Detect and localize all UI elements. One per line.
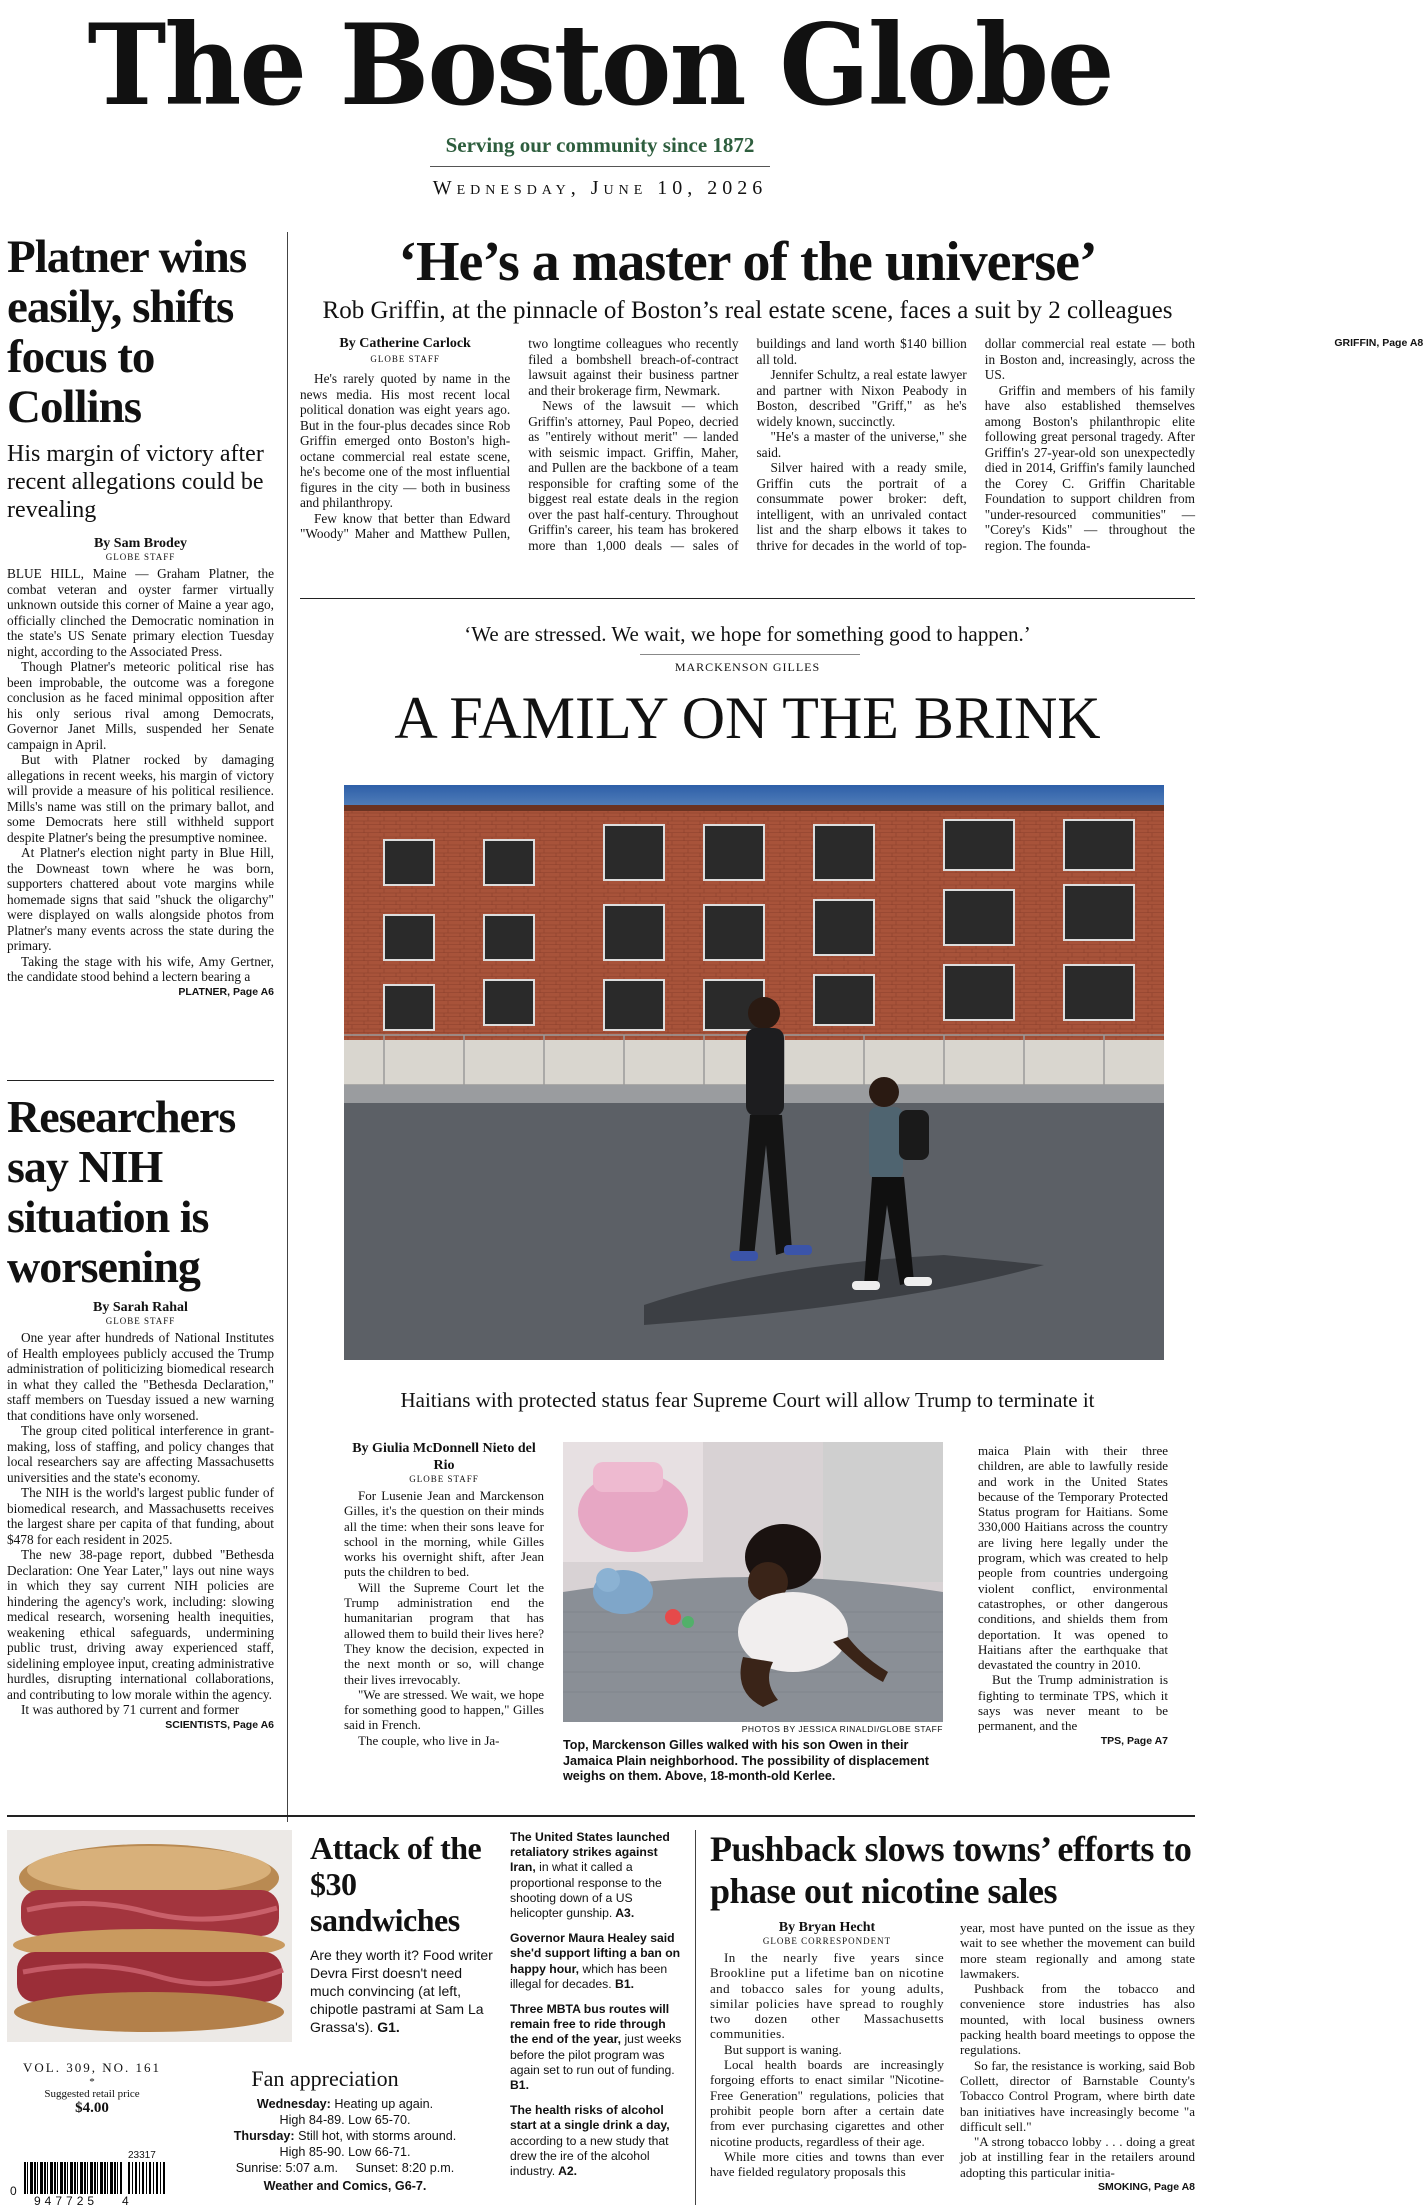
nih-headline[interactable]: Researchers say NIH situation is worsening [7, 1091, 236, 1292]
paragraph: Local health boards are increasingly forgoing efforts to enact similar "Nicotine-Free Generation" regulations, policies that prohibit people born after a certain date from ever purchasing cigarettes and other nicotine products, regardless of their age. [710, 2057, 944, 2149]
weather-box [190, 2066, 500, 2194]
sandwich-photo[interactable] [7, 1830, 292, 2042]
masthead [0, 0, 1200, 215]
family-main-photo[interactable] [344, 785, 1164, 1360]
edition-star: * [89, 2076, 95, 2088]
barcode-digits: 947725 [34, 2194, 99, 2208]
paragraph: Silver haired with a ready smile, Griffin cuts the portrait of a consummate power broker: deft, intelligent, with an unrivaled contact list and the sharp elbows it takes to thrive for decades in the world of top-dollar commercial real estate — both in Boston and, increasingly, across the US. [756, 336, 1195, 553]
child-on-rug-scene [563, 1442, 943, 1722]
paragraph: The group cited political interference in grant-making, loss of staffing, and policy changes that local researchers say are affecting Massachusetts universities and the state's economy. [7, 1423, 274, 1485]
weather-line: Sunrise: 5:07 a.m. Sunset: 8:20 p.m. [235, 2161, 455, 2175]
paragraph: At Platner's election night party in Blue Hill, the Downeast town where he was born, supporters chattered about vote margins while homemade signs that said "shuck the oligarchy" were displayed on walls alongside photos from Platner's many events across the state during the primary. [7, 845, 274, 953]
paragraph: "A strong tobacco lobby . . . doing a great job at instilling fear in the retailers around adopting this particular initia- [960, 2134, 1195, 2180]
nicotine-byline: By Bryan Hecht [778, 1920, 876, 1935]
paragraph: But the Trump administration is fighting to terminate TPS, which it says was never meant to be permanent, and the [978, 1672, 1168, 1734]
paragraph: BLUE HILL, Maine — Graham Platner, the combat veteran and oyster farmer virtually unknown outside this corner of Maine a year ago, officially clinched the Democratic nomination in the state's US Senate primary election Tuesday night, according to the Associated Press. [7, 566, 274, 659]
family-col-1 [344, 1440, 544, 1748]
paragraph: In the nearly five years since Brookline put a lifetime ban on nicotine and tobacco sales for young adults, similar policies have spread to roughly two dozen other Massachusetts communities. [710, 1950, 944, 2042]
family-child-photo[interactable] [563, 1442, 943, 1722]
price-label: Suggested retail price [44, 2088, 140, 2100]
paragraph: Taking the stage with his wife, Amy Gertner, the candidate stood behind a lectern bearing a [7, 953, 274, 984]
family-headline[interactable]: A FAMILY ON THE BRINK [394, 685, 1101, 751]
sandwich-headline[interactable]: Attack of the $30 sandwiches [310, 1830, 482, 1938]
photo-credit: PHOTOS BY JESSICA RINALDI/GLOBE STAFF [741, 1724, 943, 1734]
volume-number: VOL. 309, NO. 161 [23, 2060, 161, 2075]
nicotine-staff: GLOBE CORRESPONDENT [762, 1936, 892, 1946]
weather-title: Fan appreciation [251, 2066, 399, 2091]
platner-story [7, 232, 274, 998]
price: $4.00 [75, 2100, 109, 2116]
family-deck: Haitians with protected status fear Supreme Court will allow Trump to terminate it [400, 1388, 1095, 1412]
nih-jump-link[interactable]: SCIENTISTS, Page A6 [165, 1718, 274, 1731]
barcode-bars [24, 2162, 122, 2194]
weather-line: High 84-89. Low 65-70. [279, 2113, 411, 2127]
paragraph: maica Plain with their three children, are able to lawfully reside and work in the United States because of the Temporary Protected Status program for Haitians. Some 330,000 Haitians across the country are living here legally under the program, which was created to help people from countries undergoing violent conflict, environmental catastrophes, or other dangerous conditions, and shields them from deportation. It was opened to Haitians after the earthquake that devastated the country in 2010. [978, 1443, 1168, 1673]
weather-line: High 85-90. Low 66-71. [279, 2145, 411, 2159]
street-scene [344, 785, 1164, 1360]
nih-story [7, 1092, 274, 1731]
platner-jump-link[interactable]: PLATNER, Page A6 [178, 985, 274, 998]
paragraph: It was authored by 71 current and former [21, 1702, 240, 1717]
paragraph: Few know that better than Edward "Woody" Maher and Matthew Pullen, two longtime colleagues who recently filed a bombshell breach-of-contract lawsuit against their business partner and their brokerage firm, Newmark. [300, 336, 739, 541]
griffin-columns [300, 336, 1423, 554]
edition-info [7, 2060, 177, 2117]
griffin-story [300, 231, 1423, 554]
nih-staff: GLOBE STAFF [105, 1316, 176, 1326]
paragraph: "He's a master of the universe," she said. [756, 429, 967, 460]
barcode-top-digits: 23317 [128, 2150, 156, 2161]
platner-staff: GLOBE STAFF [105, 552, 176, 562]
paragraph: "We are stressed. We wait, we hope for something good to happen," Gilles said in French. [344, 1686, 544, 1733]
masthead-tagline: Serving our community since 1872 [445, 133, 755, 157]
barcode-right-digit: 4 [122, 2194, 129, 2208]
family-quote: ‘We are stressed. We wait, we hope for something good to happen.’ [464, 622, 1031, 646]
sandwich-body-text: Are they worth it? Food writer Devra First doesn't need much convincing (at left, chipotle pastrami at Sam La Grassa's). [310, 1947, 493, 2035]
paragraph: One year after hundreds of National Institutes of Health employees publicly accused the Trump administration of politicizing biomedical research in what they called the "Bethesda Declaration," staff members on Tuesday issued a new warning that conditions have only worsened. [7, 1330, 274, 1423]
sandwich-body [310, 1946, 500, 2036]
griffin-staff: GLOBE STAFF [370, 353, 440, 364]
paragraph: The couple, who live in Ja- [358, 1732, 500, 1748]
barcode [10, 2150, 180, 2208]
family-quote-attribution: MARCKENSON GILLES [674, 660, 821, 674]
family-col-3 [978, 1443, 1168, 1747]
paragraph: The new 38-page report, dubbed "Bethesda Declaration: One Year Later," lays out nine ways in which they say current NIH policies are hindering the agency's work, including: slowing medical research, worsening health inequities, weakening ethical safeguards, undermining public trust, driving away experienced staff, sidelining employee input, creating administrative hurdles, disrupting international collaborations, and contributing to low morale within the agency. [7, 1547, 274, 1702]
paragraph: Though Platner's meteoric political rise has been improbable, the outcome was a foregone conclusion as he faced minimal opposition after his only serious rival among Democrats, Governor Janet Mills, suspended her Senate campaign in April. [7, 659, 274, 752]
platner-headline[interactable]: Platner wins easily, shifts focus to Collins [7, 231, 247, 433]
nih-body [7, 1330, 274, 1718]
platner-deck: His margin of victory after recent allegations could be revealing [7, 441, 264, 523]
sandwich-ref[interactable]: G1. [377, 2019, 400, 2035]
griffin-headline[interactable]: ‘He’s a master of the universe’ [398, 231, 1097, 293]
paragraph: For Lusenie Jean and Marckenson Gilles, it's the question on their minds all the time: when their sons leave for school in the morning, while Gilles works his overnight shift, after Jean puts the children to bed. [344, 1488, 544, 1580]
paragraph: Griffin and members of his family have also established themselves among Boston's philanthropic elite following great personal tragedy. After Griffin's 27-year-old son unexpectedly died in 2014, Griffin's family launched the Corey C. Griffin Charitable Foundation to support children from "under-resourced communities" — "Corey's Kids" — throughout the region. The founda- [984, 382, 1195, 553]
weather-footer[interactable]: Weather and Comics, G6-7. [263, 2179, 427, 2193]
barcode-bars-addon [128, 2162, 166, 2194]
griffin-byline: By Catherine Carlock [339, 336, 471, 351]
photo-caption: Top, Marckenson Gilles walked with his son Owen in their Jamaica Plain neighborhood. The possibility of displacement weighs on them. Above, 18-month-old Kerlee. [563, 1738, 929, 1783]
barcode-left-digit: 0 [10, 2184, 17, 2198]
paragraph: So far, the resistance is working, said Bob Collett, director of Barnstable County's Tobacco Control Program, where birth date ban initiatives have increasingly become "a difficult sell." [960, 2057, 1195, 2134]
griffin-deck: Rob Griffin, at the pinnacle of Boston’s real estate scene, faces a suit by 2 colleagues [322, 297, 1173, 324]
paragraph: News of the lawsuit — which Griffin's attorney, Paul Popeo, decried as "entirely without merit" — landed with seismic impact. Griffin, Maher, and Pullen are the backbone of a team responsible for crafting some of the biggest real estate deals in the region over the past half-century. Throughout Griffin's career, his team has brokered more than 1,000 deals — sales of buildings and land worth $140 billion all told. [528, 336, 967, 553]
paragraph: The NIH is the world's largest public funder of biomedical research, and Massachusetts receives the largest share per capita of that funding, about $478 for each resident in 2025. [7, 1485, 274, 1547]
family-staff: GLOBE STAFF [409, 1474, 479, 1484]
paragraph: Will the Supreme Court let the Trump administration end the humanitarian program that has allowed them to build their lives here? They know the decision, expected in the next month or so, will change their lives irrevocably. [344, 1579, 544, 1687]
masthead-title: The Boston Globe [87, 0, 1113, 131]
platner-byline: By Sam Brodey [93, 536, 188, 551]
nicotine-jump-link[interactable]: SMOKING, Page A8 [1097, 2181, 1195, 2194]
weather-line: Thursday: Still hot, with storms around. [233, 2129, 457, 2143]
masthead-date: Wednesday, June 10, 2026 [432, 177, 768, 199]
family-jump-link[interactable]: TPS, Page A7 [1100, 1734, 1168, 1747]
brief-item[interactable]: Governor Maura Healey said she'd support lifting a ban on happy hour, which has been illegal for decades. B1. [510, 1931, 681, 1991]
paragraph: But support is waning. [724, 2041, 842, 2057]
brief-item[interactable]: The health risks of alcohol start at a single drink a day, according to a new study that drew the ire of the alcohol industry. A2. [510, 2103, 670, 2179]
paragraph: Jennifer Schultz, a real estate lawyer and partner with Nixon Peabody in Boston, described "Griff," as he's widely known, succinctly. [756, 367, 967, 429]
nicotine-col-1 [710, 1920, 944, 2193]
paragraph: While more cities and towns than ever have fielded regulatory proposals this [710, 2148, 944, 2180]
sandwich-promo [310, 1830, 500, 2036]
nicotine-headline[interactable]: Pushback slows towns’ efforts to phase out nicotine sales [710, 1829, 1192, 1911]
brief-item[interactable]: The United States launched retaliatory strikes against Iran, in what it called a proportional response to the shooting down of a US helicopter gunship. A3. [510, 1830, 670, 1921]
news-briefs [510, 1830, 685, 2179]
paragraph: But with Platner rocked by damaging allegations in recent weeks, his margin of victory will provide a measure of his political resilience. Mills's name was still on the primary ballot, and some Democrats here still withheld support despite Platner's being the presumptive nominee. [7, 752, 274, 845]
nih-byline: By Sarah Rahal [93, 1300, 188, 1315]
family-byline: By Giulia McDonnell Nieto del Rio [352, 1441, 536, 1473]
paragraph: year, most have punted on the issue as they wait to see whether the movement can build more steam regionally and among state lawmakers. [960, 1920, 1195, 1981]
griffin-jump-link[interactable]: GRIFFIN, Page A8 [1334, 337, 1423, 349]
platner-body [7, 566, 274, 985]
paragraph: Pushback from the tobacco and convenience store industries has also mounted, with local business owners packing health board meetings to oppose the regulations. [960, 1981, 1195, 2058]
nicotine-col-2 [960, 1920, 1195, 2193]
pastrami-sandwich [7, 1830, 292, 2042]
paragraph: He's rarely quoted by name in the news media. His most recent local political donation was eight years ago. But in the four-plus decades since Rob Griffin emerged onto Boston's high-octane commercial real estate scene, he's become one of the most influential figures in the city — both in business and philanthropy. [300, 371, 511, 510]
nicotine-story [710, 1828, 1195, 2193]
weather-line: Wednesday: Heating up again. [256, 2097, 434, 2111]
brief-item[interactable]: Three MBTA bus routes will remain free to ride through the end of the year, just weeks before the pilot program was again set to run out of funding. B1. [510, 2002, 682, 2093]
